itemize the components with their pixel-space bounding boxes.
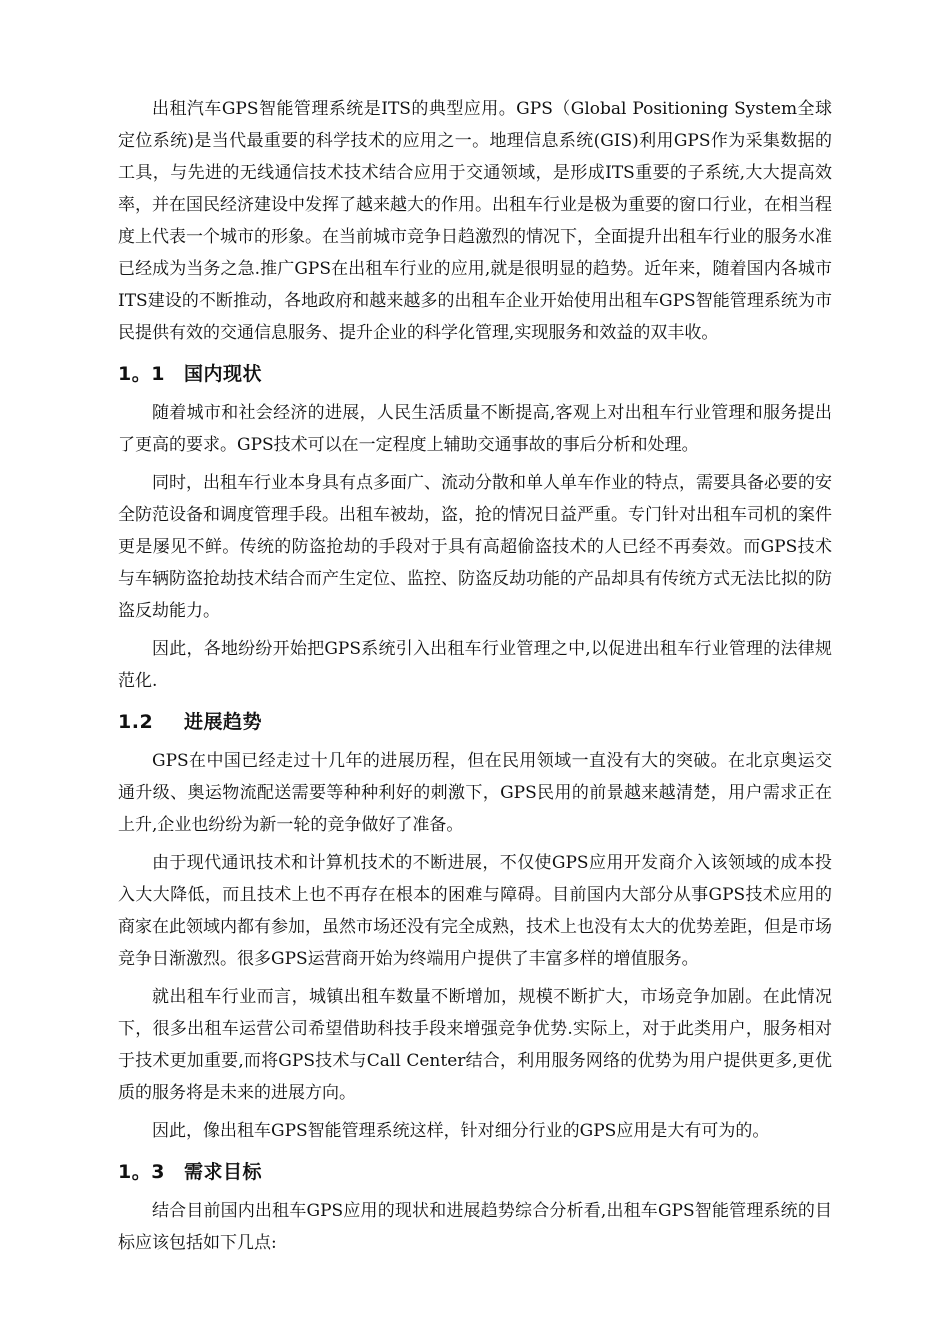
section-title: 国内现状	[184, 363, 263, 385]
paragraph: 结合目前国内出租车GPS应用的现状和进展趋势综合分析看,出租车GPS智能管理系统的目标应该包括如下几点:	[118, 1201, 832, 1253]
paragraph: 随着城市和社会经济的进展，人民生活质量不断提高,客观上对出租车行业管理和服务提出了更高的要求。GPS技术可以在一定程度上辅助交通事故的事后分析和处理。	[118, 403, 832, 455]
section-title: 进展趋势	[184, 711, 263, 733]
section-number: 1.2	[118, 711, 154, 733]
section-number: 1。1	[118, 363, 165, 385]
paragraph: GPS在中国已经走过十几年的进展历程，但在民用领域一直没有大的突破。在北京奥运交通升级、奥运物流配送需要等种种利好的刺激下，GPS民用的前景越来越清楚，用户需求正在上升,企业也纷纷为新一轮的竞争做好了准备。	[118, 751, 832, 835]
paragraph: 就出租车行业而言，城镇出租车数量不断增加，规模不断扩大，市场竞争加剧。在此情况下，很多出租车运营公司希望借助科技手段来增强竞争优势.实际上，对于此类用户，服务相对于技术更加重要,而将GPS技术与Call Center结合，利用服务网络的优势为用户提供更多,更优质的服务将是未来的进展方向。	[118, 987, 832, 1103]
section-heading-1-2	[118, 707, 832, 737]
section-title: 需求目标	[184, 1161, 263, 1183]
section-number: 1。3	[118, 1161, 165, 1183]
paragraph: 因此，像出租车GPS智能管理系统这样，针对细分行业的GPS应用是大有可为的。	[152, 1121, 770, 1141]
intro-paragraph: 出租汽车GPS智能管理系统是ITS的典型应用。GPS（Global Positioning System全球定位系统)是当代最重要的科学技术的应用之一。地理信息系统(GIS)利用GPS作为采集数据的工具，与先进的无线通信技术技术结合应用于交通领域，是形成ITS重要的子系统,大大提高效率，并在国民经济建设中发挥了越来越大的作用。出租车行业是极为重要的窗口行业，在相当程度上代表一个城市的形象。在当前城市竞争日趋激烈的情况下，全面提升出租车行业的服务水准已经成为当务之急.推广GPS在出租车行业的应用,就是很明显的趋势。近年来，随着国内各城市ITS建设的不断推动，各地政府和越来越多的出租车企业开始使用出租车GPS智能管理系统为市民提供有效的交通信息服务、提升企业的科学化管理,实现服务和效益的双丰收。	[118, 99, 832, 343]
paragraph: 同时，出租车行业本身具有点多面广、流动分散和单人单车作业的特点，需要具备必要的安全防范设备和调度管理手段。出租车被劫，盗，抢的情况日益严重。专门针对出租车司机的案件更是屡见不鲜。传统的防盗抢劫的手段对于具有高超偷盗技术的人已经不再奏效。而GPS技术与车辆防盗抢劫技术结合而产生定位、监控、防盗反劫功能的产品却具有传统方式无法比拟的防盗反劫能力。	[118, 473, 832, 621]
paragraph: 由于现代通讯技术和计算机技术的不断进展，不仅使GPS应用开发商介入该领域的成本投入大大降低，而且技术上也不再存在根本的困难与障碍。目前国内大部分从事GPS技术应用的商家在此领域内都有参加，虽然市场还没有完全成熟，技术上也没有太大的优势差距，但是市场竞争日渐激烈。很多GPS运营商开始为终端用户提供了丰富多样的增值服务。	[118, 853, 832, 969]
document-page	[118, 93, 832, 1259]
section-heading-1-3	[118, 1157, 832, 1187]
paragraph: 因此，各地纷纷开始把GPS系统引入出租车行业管理之中,以促进出租车行业管理的法律规范化.	[118, 639, 832, 691]
section-heading-1-1	[118, 359, 832, 389]
